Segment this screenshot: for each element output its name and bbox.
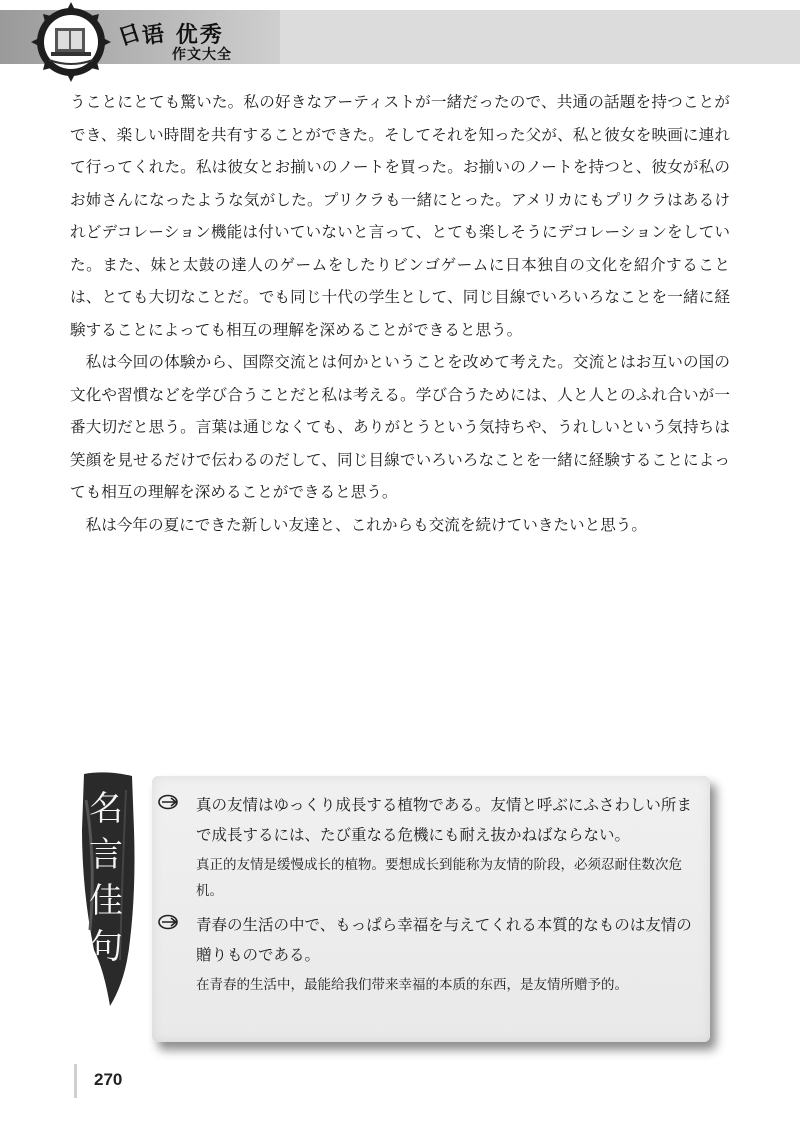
brush-label-text xyxy=(82,786,130,970)
book-logo-icon xyxy=(26,2,116,82)
header-title-rest: 优秀 xyxy=(175,23,224,48)
quote-chinese: 在青春的生活中，最能给我们带来幸福的本质的东西，是友情所赠予的。 xyxy=(196,977,628,993)
quote-japanese: 真の友情はゆっくり成長する植物である。友情と呼ぶにふさわしい所まで成長するには、たび重なる危機にも耐え抜かねばならない。 xyxy=(196,796,692,844)
brush-label-char: 名 xyxy=(89,789,123,829)
essay-body xyxy=(70,86,730,541)
arrow-bullet-icon xyxy=(158,914,180,930)
quote-chinese: 真正的友情是缓慢成长的植物。要想成长到能称为友情的阶段，必须忍耐住数次危机。 xyxy=(196,857,682,899)
brush-label-char: 佳 xyxy=(89,881,123,921)
quote-japanese: 青春の生活の中で、もっぱら幸福を与えてくれる本質的なものは友情の贈りものである。 xyxy=(196,916,692,964)
brush-label-char: 言 xyxy=(89,835,123,875)
header-title-char-1: 日 xyxy=(115,19,146,52)
header-title-char-2: 语 xyxy=(140,21,168,50)
brush-label-char: 句 xyxy=(89,927,123,967)
essay-paragraph-1: うことにとても驚いた。私の好きなアーティストが一緒だったので、共通の話題を持つことができ、楽しい時間を共有することができた。そしてそれを知った父が、私と彼女を映画に連れて行ってくれた。私は彼女とお揃いのノートを買った。お揃いのノートを持つと、彼女が私のお姉さんになったような気がした。プリクラも一緒にとった。アメリカにもプリクラはあるけれどデコレーション機能は付いていないと言って、とても楽しそうにデコレーションをしていた。また、妹と太鼓の達人のゲームをしたりビンゴゲームに日本独自の文化を紹介することは、とても大切なことだ。でも同じ十代の学生として、同じ目線でいろいろなことを一緒に経験することによっても相互の理解を深めることができると思う。 xyxy=(70,93,730,339)
quote-item-2 xyxy=(158,910,698,998)
essay-paragraph-3: 私は今年の夏にできた新しい友達と、これからも交流を続けていきたいと思う。 xyxy=(85,515,647,534)
quote-item-1 xyxy=(158,790,698,904)
page-number: 270 xyxy=(94,1070,123,1089)
essay-paragraph-2: 私は今回の体験から、国際交流とは何かということを改めて考えた。交流とはお互いの国の文化や習慣などを学び合うことだと私は考える。学び合うためには、人と人とのふれ合いが一番大切だと思う。言葉は通じなくても、ありがとうという気持ちや、うれしいという気持ちは笑顔を見せるだけで伝わるのだして、同じ目線でいろいろなことを一緒に経験することによっても相互の理解を深めることができると思う。 xyxy=(70,353,730,501)
header-subtitle: 作文大全 xyxy=(172,47,232,63)
arrow-bullet-icon xyxy=(158,794,180,810)
page-number-rule xyxy=(74,1064,77,1098)
